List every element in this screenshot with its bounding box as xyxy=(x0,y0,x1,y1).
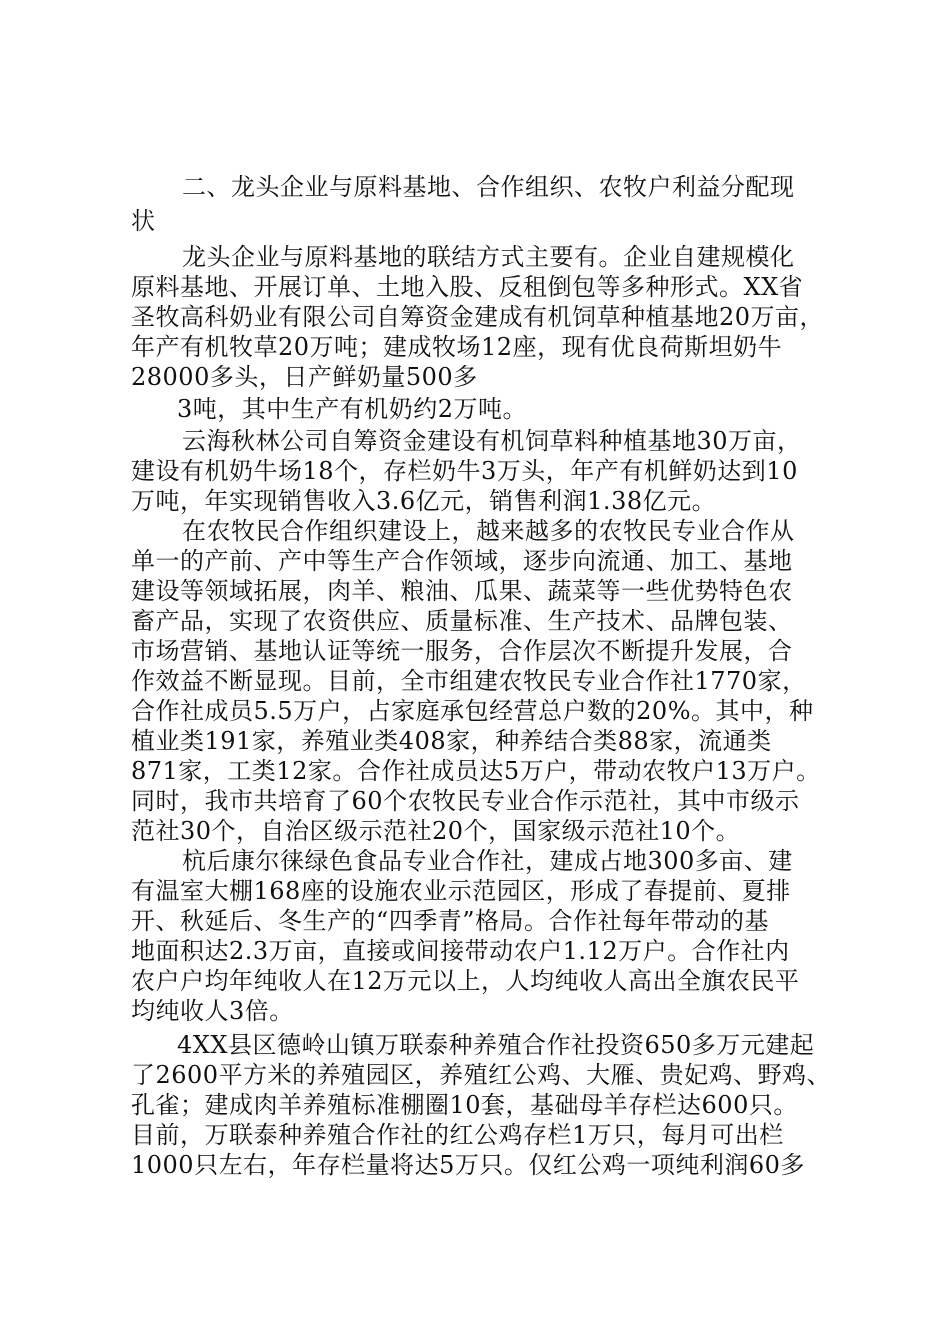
paragraph-line: 圣牧高科奶业有限公司自筹资金建成有机饲草种植基地20万亩， xyxy=(131,303,825,331)
paragraph-line: 作效益不断显现。目前，全市组建农牧民专业合作社1770家， xyxy=(131,667,807,695)
paragraph-line: 市场营销、基地认证等统一服务，合作层次不断提升发展，合 xyxy=(131,637,793,665)
paragraph-line: 龙头企业与原料基地的联结方式主要有。企业自建规模化 xyxy=(182,243,795,271)
paragraph-line: 1000只左右，年存栏量将达5万只。仅红公鸡一项纯利润60多 xyxy=(131,1151,805,1179)
paragraph-line: 单一的产前、产中等生产合作领域，逐步向流通、加工、基地 xyxy=(131,547,793,575)
paragraph-line: 地面积达2.3万亩，直接或间接带动农户1.12万户。合作社内 xyxy=(131,937,790,965)
paragraph-line: 开、秋延后、冬生产的“四季青”格局。合作社每年带动的基 xyxy=(131,907,770,935)
paragraph-line: 目前，万联泰种养殖合作社的红公鸡存栏1万只，每月可出栏 xyxy=(131,1121,784,1149)
paragraph-line: 万吨，年实现销售收入3.6亿元，销售利润1.38亿元。 xyxy=(131,487,717,515)
paragraph-line: 建设等领域拓展，肉羊、粮油、瓜果、蔬菜等一些优势特色农 xyxy=(131,577,793,605)
paragraph-line: 均纯收人3倍。 xyxy=(131,997,294,1025)
paragraph-line: 畜产品，实现了农资供应、质量标准、生产技术、品牌包装、 xyxy=(131,607,793,635)
paragraph-line: 原料基地、开展订单、土地入股、反租倒包等多种形式。XX省 xyxy=(131,273,804,301)
paragraph-line: 871家，工类12家。合作社成员达5万户，带动农牧户13万户。 xyxy=(131,757,821,785)
paragraph-line: 了2600平方米的养殖园区，养殖红公鸡、大雁、贵妃鸡、野鸡、 xyxy=(131,1061,832,1089)
paragraph-line: 3吨，其中生产有机奶约2万吨。 xyxy=(177,395,528,423)
paragraph-line: 同时，我市共培育了60个农牧民专业合作示范社，其中市级示 xyxy=(131,787,800,815)
paragraph-line: 建设有机奶牛场18个，存栏奶牛3万头，年产有机鲜奶达到10 xyxy=(131,457,798,485)
paragraph-line: 孔雀；建成肉羊养殖标准棚圈10套，基础母羊存栏达600只。 xyxy=(131,1091,798,1119)
paragraph-line: 植业类191家，养殖业类408家，种养结合类88家，流通类 xyxy=(131,727,772,755)
paragraph-line: 28000多头，日产鲜奶量500多 xyxy=(131,363,478,391)
paragraph-line: 范社30个，自治区级示范社20个，国家级示范社10个。 xyxy=(131,817,741,845)
paragraph-line: 云海秋林公司自筹资金建设有机饲草料种植基地30万亩， xyxy=(182,427,802,455)
paragraph-line: 4XX县区德岭山镇万联泰种养殖合作社投资650多万元建起 xyxy=(177,1031,815,1059)
paragraph-line: 合作社成员5.5万户，占家庭承包经营总户数的20%。其中，种 xyxy=(131,697,814,725)
paragraph-line: 在农牧民合作组织建设上，越来越多的农牧民专业合作从 xyxy=(182,517,795,545)
section-heading-continued: 状 xyxy=(131,207,156,235)
paragraph-line: 农户户均年纯收人在12万元以上，人均纯收人高出全旗农民平 xyxy=(131,967,800,995)
paragraph-line: 杭后康尔徕绿色食品专业合作社，建成占地300多亩、建 xyxy=(182,847,793,875)
section-heading: 二、龙头企业与原料基地、合作组织、农牧户利益分配现 xyxy=(182,173,795,201)
paragraph-line: 年产有机牧草20万吨；建成牧场12座，现有优良荷斯坦奶牛 xyxy=(131,333,783,361)
paragraph-line: 有温室大棚168座的设施农业示范园区，形成了春提前、夏排 xyxy=(131,877,791,905)
